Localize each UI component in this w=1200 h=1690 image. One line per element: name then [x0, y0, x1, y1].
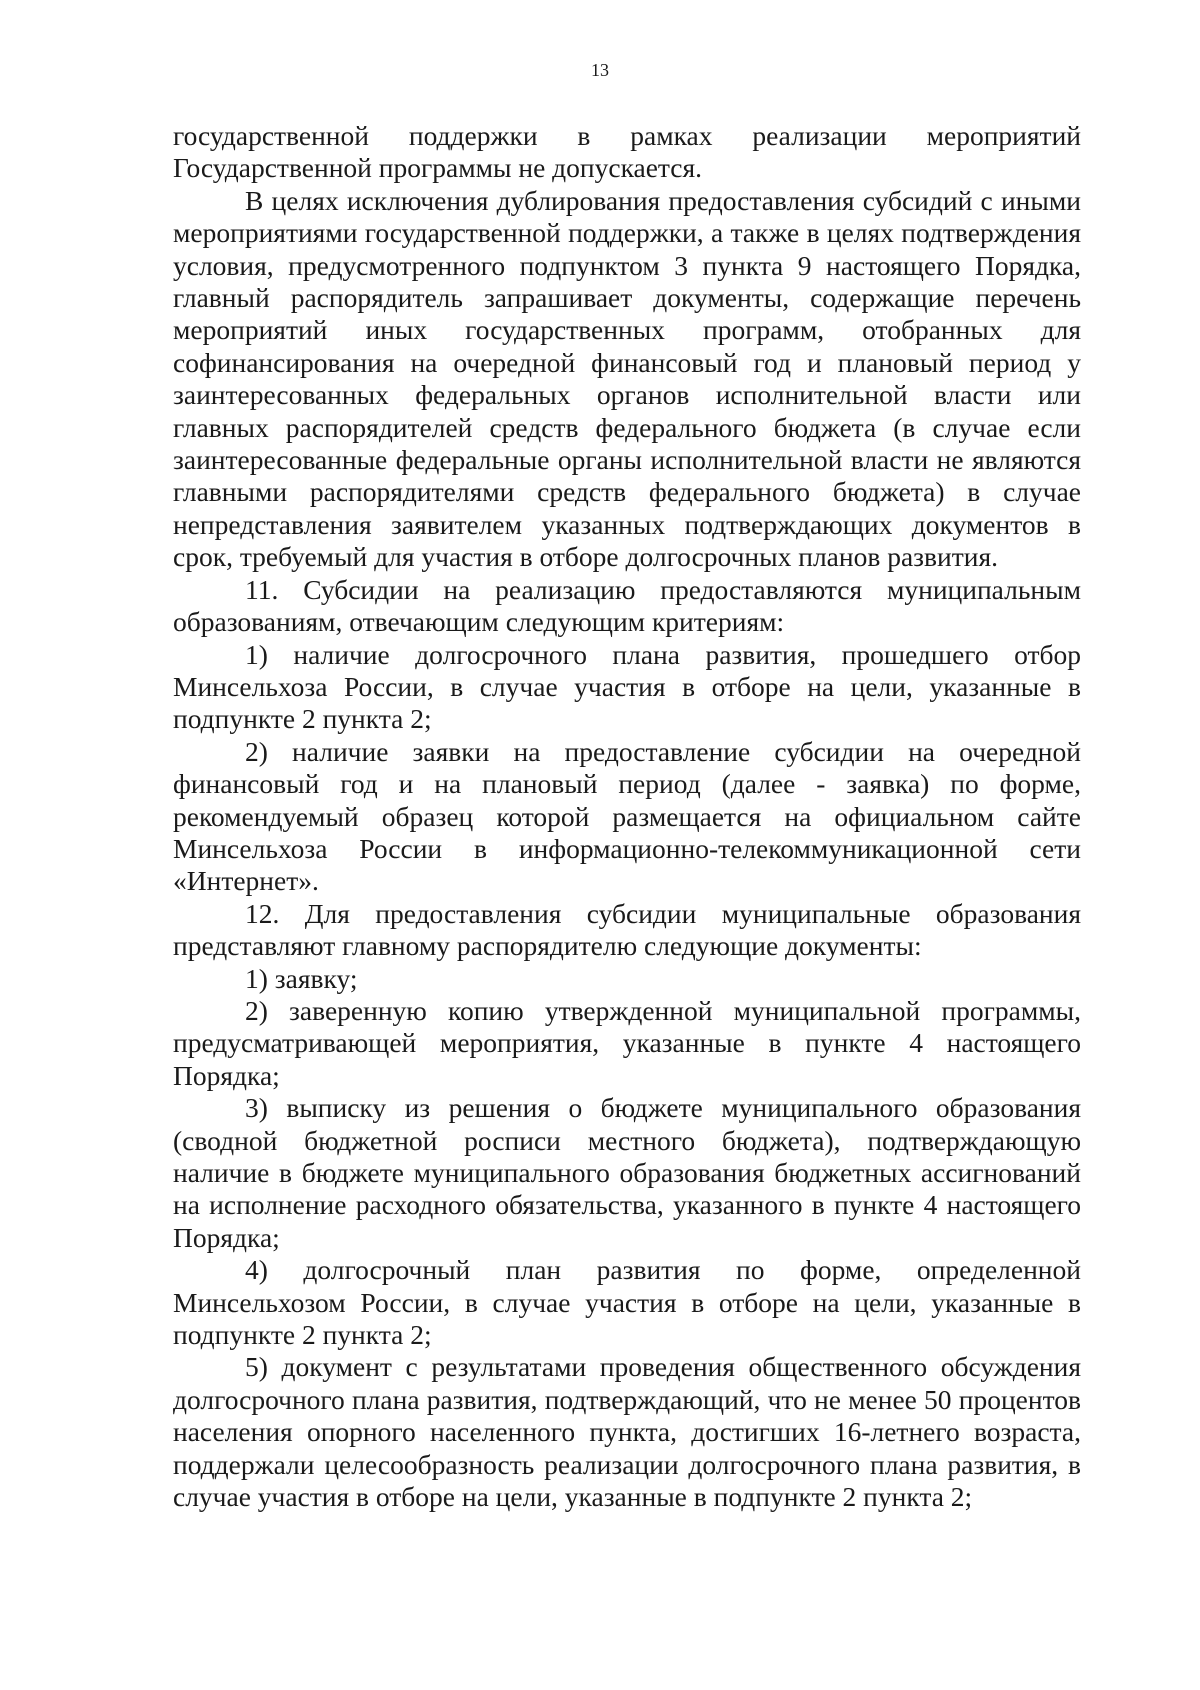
paragraph-3: 11. Субсидии на реализацию предоставляются муниципальным образованиям, отвечающим следующим критериям: [173, 573, 1081, 638]
paragraph-1: государственной поддержки в рамках реализации мероприятий Государственной программы не допускается. [173, 120, 1081, 184]
paragraph-8: 2) заверенную копию утвержденной муниципальной программы, предусматривающей мероприятия, указанные в пункте 4 настоящего Порядка; [173, 994, 1081, 1091]
paragraph-5: 2) наличие заявки на предоставление субсидии на очередной финансовый год и на плановый период (далее - заявка) по форме, рекомендуемый образец которой размещается на официальном сайте Минсельхоза России в информационно-телекоммуникационной сети «Интернет». [173, 735, 1081, 897]
paragraph-9: 3) выписку из решения о бюджете муниципального образования (сводной бюджетной росписи местного бюджета), подтверждающую наличие в бюджете муниципального образования бюджетных ассигнований на исполнение расходного обязательства, указанного в пункте 4 настоящего Порядка; [173, 1092, 1081, 1253]
document-body [173, 120, 1081, 1513]
page-number: 13 [591, 60, 609, 80]
paragraph-6: 12. Для предоставления субсидии муниципальные образования представляют главному распорядителю следующие документы: [173, 897, 1081, 962]
paragraph-2: В целях исключения дублирования предоставления субсидий с иными мероприятиями государственной поддержки, а также в целях подтверждения условия, предусмотренного подпунктом 3 пункта 9 настоящего Порядка, главный распорядитель запрашивает документы, содержащие перечень мероприятий иных государственных программ, отобранных для софинансирования на очередной финансовый год и плановый период у заинтересованных федеральных органов исполнительной власти или главных распорядителей средств федерального бюджета (в случае если заинтересованные федеральные органы исполнительной власти не являются главными распорядителями средств федерального бюджета) в случае непредставления заявителем указанных подтверждающих документов в срок, требуемый для участия в отборе долгосрочных планов развития. [173, 184, 1081, 573]
paragraph-10: 4) долгосрочный план развития по форме, определенной Минсельхозом России, в случае участия в отборе на цели, указанные в подпункте 2 пункта 2; [173, 1254, 1081, 1351]
paragraph-11: 5) документ с результатами проведения общественного обсуждения долгосрочного плана развития, подтверждающий, что не менее 50 процентов населения опорного населенного пункта, достигших 16-летнего возраста, поддержали целесообразность реализации долгосрочного плана развития, в случае участия в отборе на цели, указанные в подпункте 2 пункта 2; [173, 1351, 1081, 1513]
paragraph-7: 1) заявку; [245, 962, 358, 994]
paragraph-4: 1) наличие долгосрочного плана развития, прошедшего отбор Минсельхоза России, в случае участия в отборе на цели, указанные в подпункте 2 пункта 2; [173, 638, 1081, 735]
